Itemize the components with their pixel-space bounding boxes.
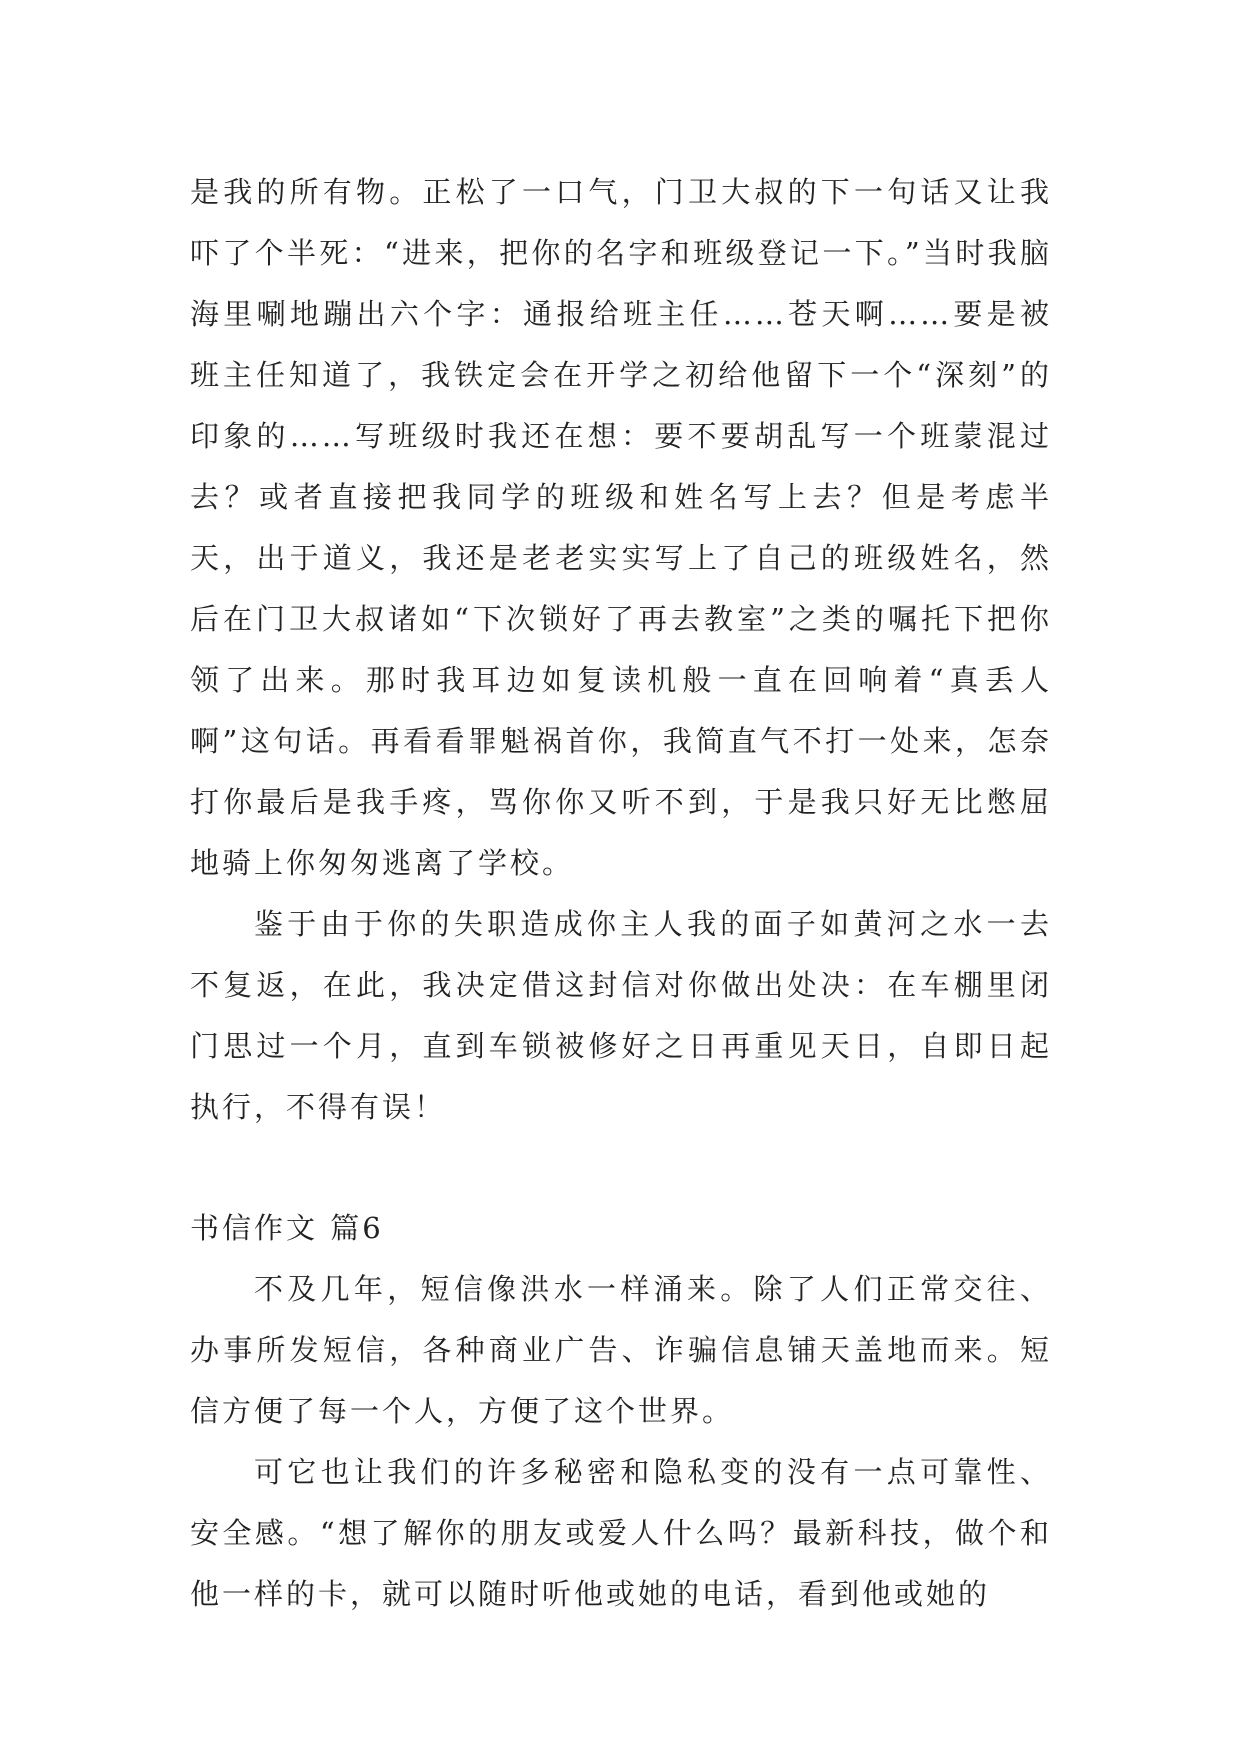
paragraph-3: 不及几年，短信像洪水一样涌来。除了人们正常交往、办事所发短信，各种商业广告、诈骗信息铺天盖地而来。短信方便了每一个人，方便了这个世界。 bbox=[190, 1272, 1052, 1428]
document-body bbox=[190, 162, 1052, 1625]
paragraph-2: 鉴于由于你的失职造成你主人我的面子如黄河之水一去不复返，在此，我决定借这封信对你做出处决：在车棚里闭门思过一个月，直到车锁被修好之日再重见天日，自即日起执行，不得有误！ bbox=[190, 907, 1052, 1124]
paragraph-1: 是我的所有物。正松了一口气，门卫大叔的下一句话又让我吓了个半死：“进来，把你的名字和班级登记一下。”当时我脑海里唰地蹦出六个字：通报给班主任……苍天啊……要是被班主任知道了，我铁定会在开学之初给他留下一个“深刻”的印象的……写班级时我还在想：要不要胡乱写一个班蒙混过去？或者直接把我同学的班级和姓名写上去？但是考虑半天，出于道义，我还是老老实实写上了自己的班级姓名，然后在门卫大叔诸如“下次锁好了再去教室”之类的嘱托下把你领了出来。那时我耳边如复读机般一直在回响着“真丢人啊”这句话。再看看罪魁祸首你，我简直气不打一处来，怎奈打你最后是我手疼，骂你你又听不到，于是我只好无比憋屈地骑上你匆匆逃离了学校。 bbox=[190, 175, 1052, 880]
paragraph-4: 可它也让我们的许多秘密和隐私变的没有一点可靠性、安全感。“想了解你的朋友或爱人什么吗？最新科技，做个和他一样的卡，就可以随时听他或她的电话，看到他或她的 bbox=[190, 1455, 1052, 1611]
section-heading: 书信作文 篇6 bbox=[190, 1211, 384, 1245]
